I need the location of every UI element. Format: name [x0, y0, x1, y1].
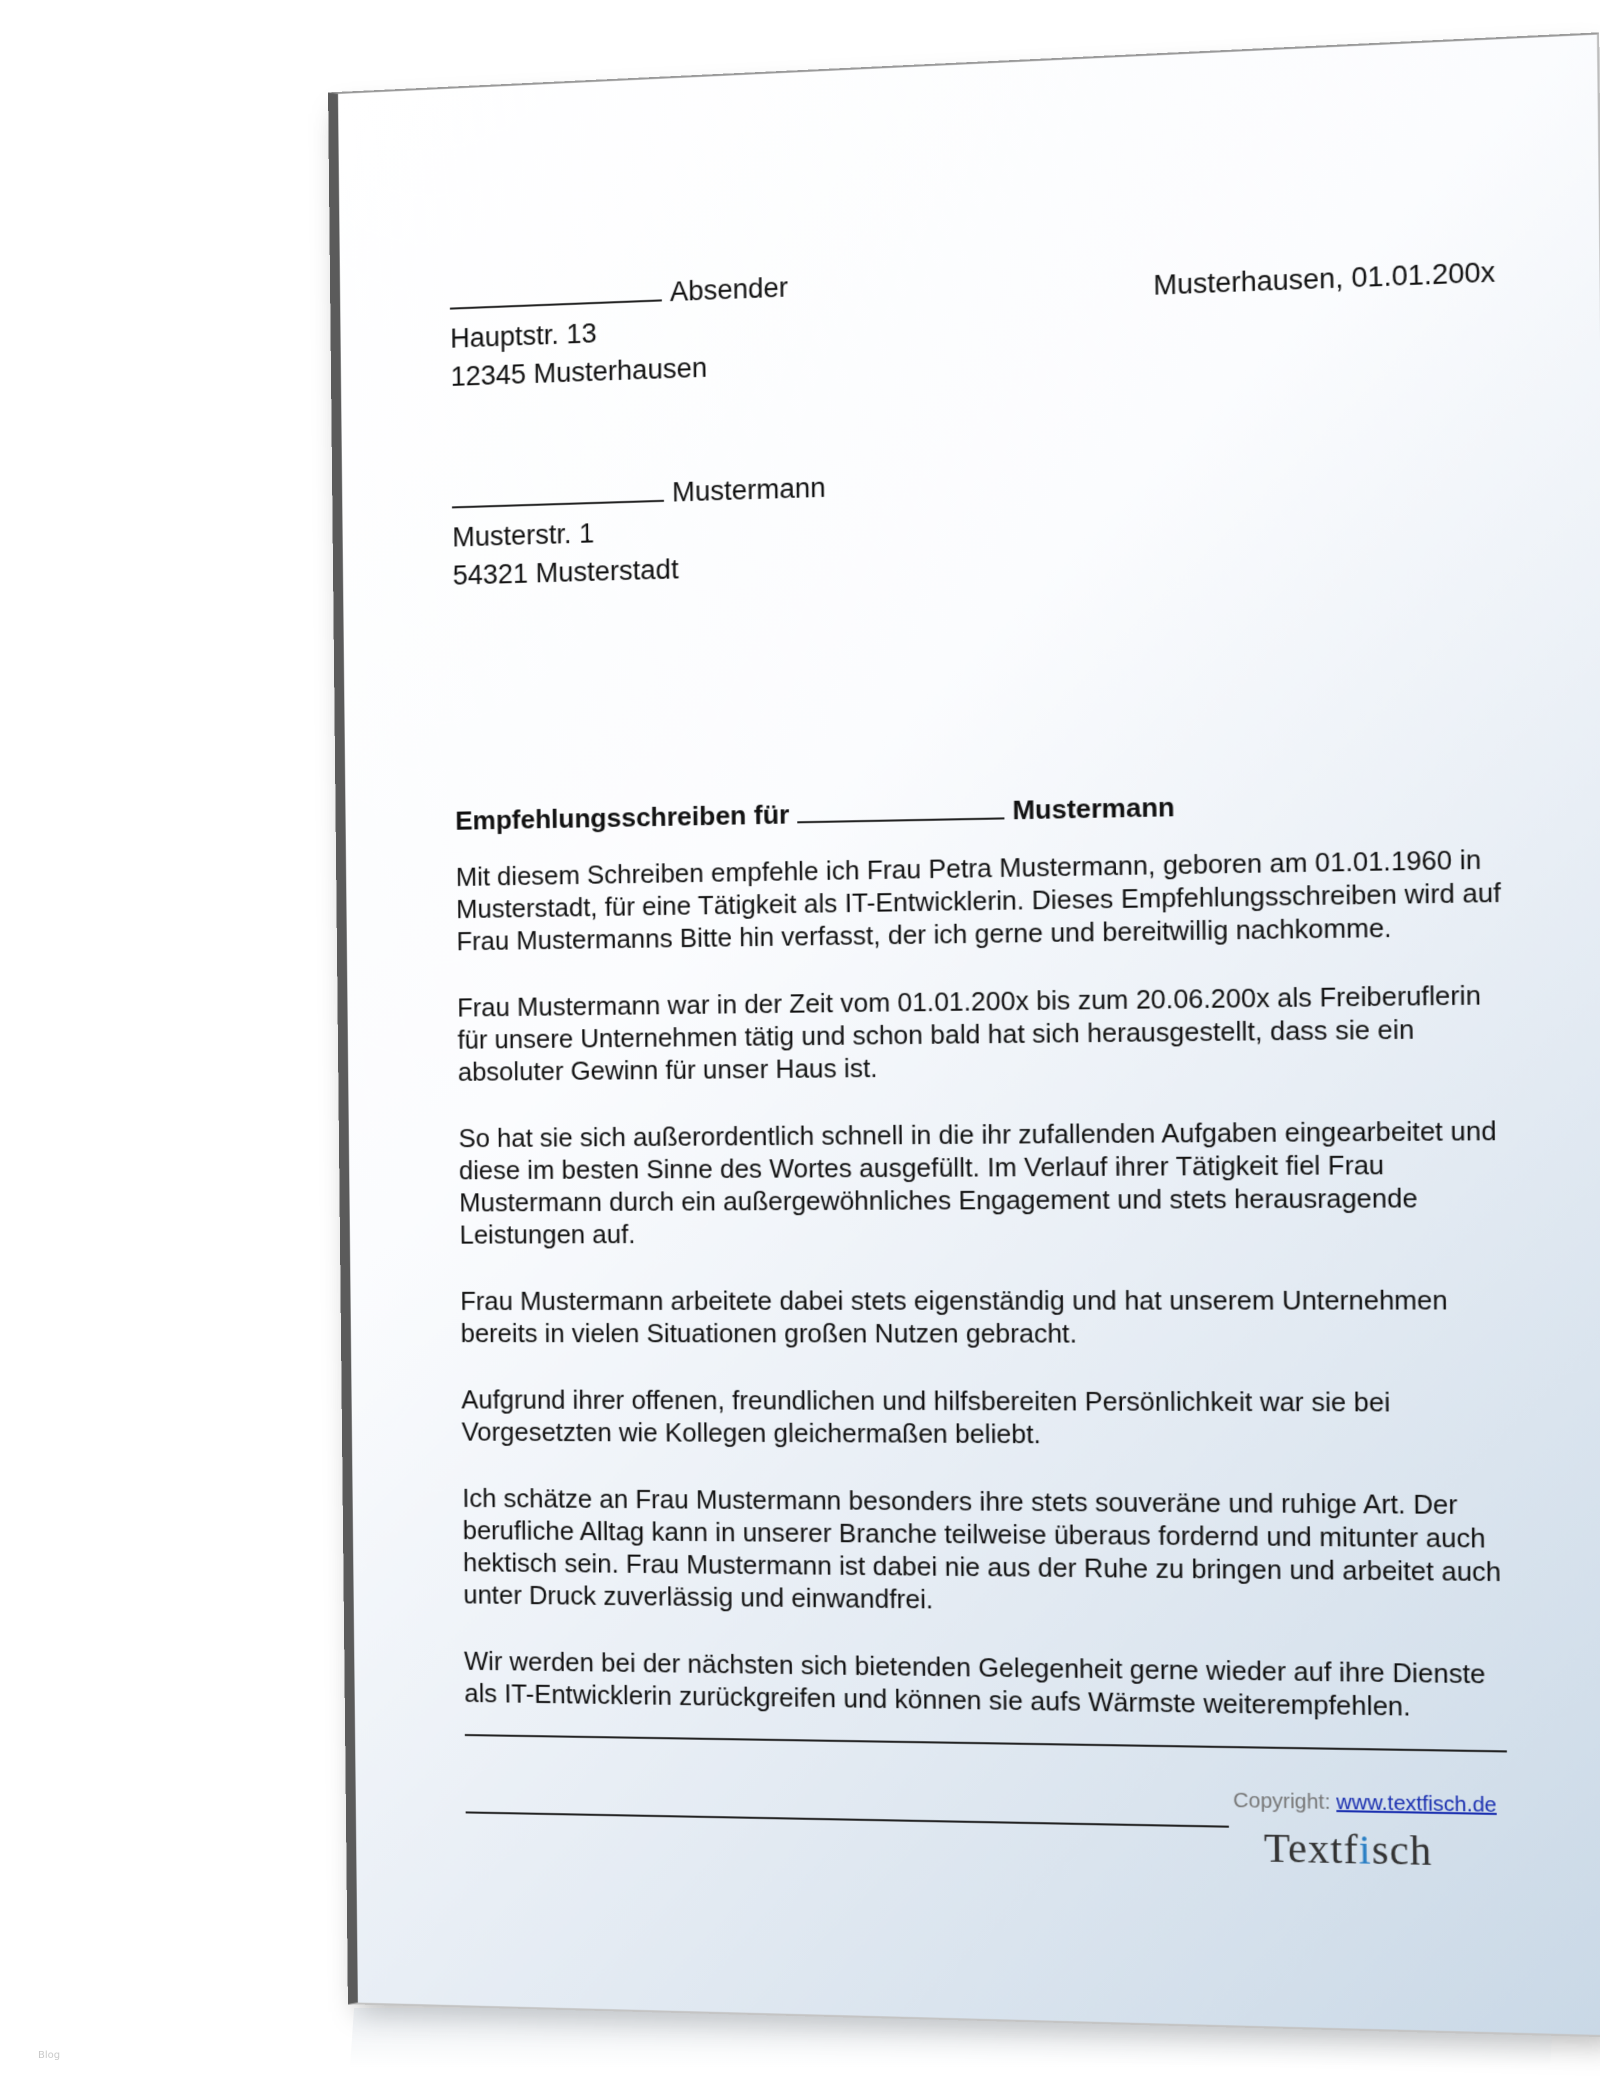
logo-fish-letter: i [1358, 1825, 1373, 1874]
paragraph-5: Aufgrund ihrer offenen, freundlichen und hilfsbereiten Persönlichkeit war sie bei Vorgesetzten wie Kollegen gleichermaßen beliebt. [461, 1386, 1391, 1450]
recipient-name-blank [452, 476, 664, 509]
logo-text-b: sch [1371, 1826, 1433, 1875]
copyright-notice [1233, 1790, 1497, 1819]
paragraph-1: Mit diesem Schreiben empfehle ich Frau Petra Mustermann, geboren am 01.01.1960 in Musterstadt, für eine Tätigkeit als IT-Entwicklerin. Dieses Empfehlungsschreiben wird auf Frau Mustermanns Bitte hin verfasst, der ich gerne und bereitwillig nachkomme. [455, 845, 1501, 957]
paragraph-7: Wir werden bei der nächsten sich bietenden Gelegenheit gerne wieder auf ihre Dienste als IT-Entwicklerin zurückgreifen und können sie aufs Wärmste weiterempfehlen. [463, 1647, 1486, 1722]
logo-text-a: Textf [1263, 1824, 1360, 1873]
letter-page [328, 32, 1600, 2037]
sender-street: Hauptstr. 13 [450, 318, 597, 354]
sender-name-suffix: Absender [669, 272, 789, 308]
recipient-street: Musterstr. 1 [452, 518, 595, 553]
sender-block [450, 268, 789, 396]
subject-prefix: Empfehlungsschreiben für [455, 799, 790, 836]
copyright-link[interactable]: www.textfisch.de [1336, 1791, 1497, 1818]
recipient-block [452, 468, 827, 595]
recipient-city: 54321 Musterstadt [452, 554, 679, 591]
sender-city: 12345 Musterhausen [450, 352, 708, 392]
subject-suffix: Mustermann [1012, 791, 1175, 826]
footer-divider-bottom [466, 1811, 1229, 1827]
watermark-text: Blog [38, 2050, 61, 2061]
paragraph-6: Ich schätze an Frau Mustermann besonders ihre stets souveräne und ruhige Art. Der berufliche Alltag kann in unserer Branche teilweise überaus fordernd und mitunter auch hektisch sein. Frau Mustermann ist dabei nie aus der Ruhe zu bringen und arbeitet auch unter Druck zuverlässig und einwandfrei. [462, 1484, 1502, 1615]
sender-name-blank [450, 275, 662, 310]
subject-name-blank [797, 793, 1004, 824]
letter-body [456, 843, 1518, 1761]
paragraph-3: So hat sie sich außerordentlich schnell in die ihr zufallenden Aufgaben eingearbeitet und diese im besten Sinne des Wortes ausgefüllt. Im Verlauf ihrer Tätigkeit fiel Frau Mustermann durch ein außergewöhnliches Engagement und stets herausragende Leistungen auf. [458, 1117, 1497, 1250]
letter-date: Musterhausen, 01.01.200x [1153, 256, 1496, 301]
paragraph-2: Frau Mustermann war in der Zeit vom 01.01.200x bis zum 20.06.200x als Freiberuflerin für unsere Unternehmen tätig und schon bald hat sich herausgestellt, dass sie ein absoluter Gewinn für unser Haus ist. [457, 981, 1482, 1087]
paragraph-4: Frau Mustermann arbeitete dabei stets eigenständig und hat unserem Unternehmen bereits in vielen Situationen großen Nutzen gebracht. [460, 1286, 1448, 1349]
letter-subject [455, 789, 1175, 836]
copyright-label: Copyright: [1233, 1789, 1331, 1815]
textfisch-logo [1264, 1823, 1433, 1875]
recipient-name-suffix: Mustermann [671, 472, 826, 508]
